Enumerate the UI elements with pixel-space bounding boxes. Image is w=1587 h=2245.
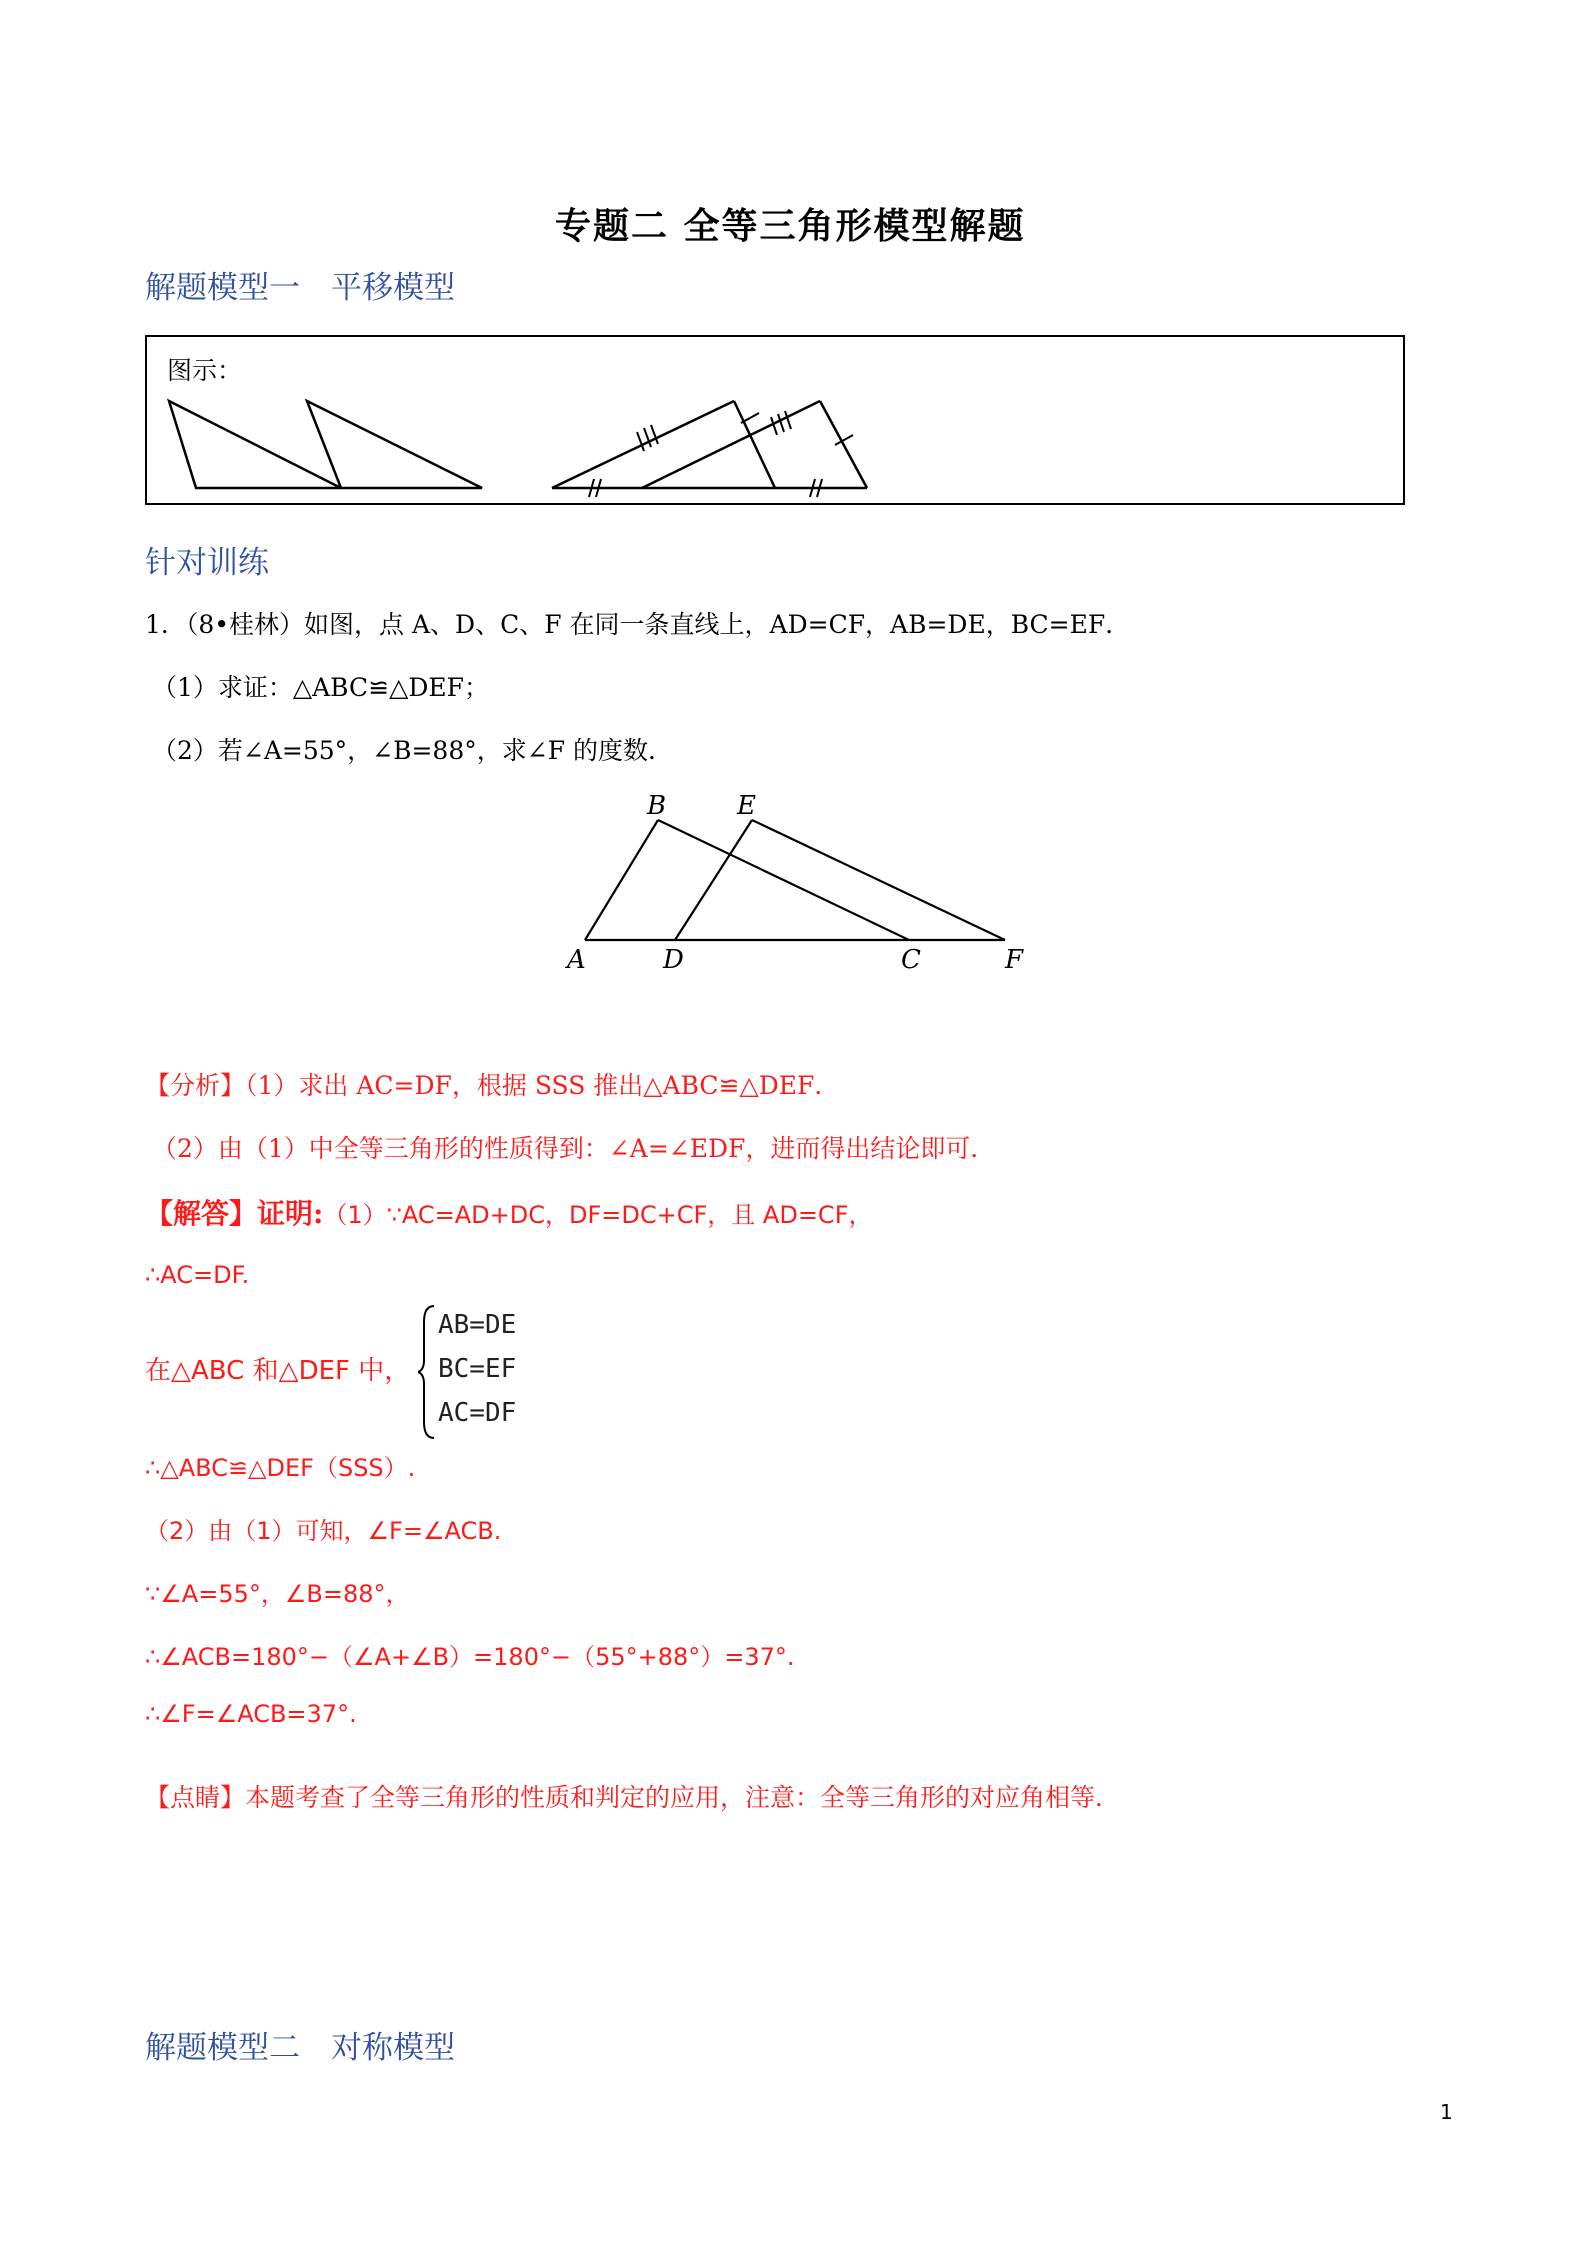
system-eq-1: AB=DE	[438, 1310, 517, 1340]
segment-DE	[675, 820, 752, 940]
answer-line-7: ∴∠ACB=180°−（∠A+∠B）=180°−（55°+88°）=37°.	[145, 1643, 795, 1671]
label-A: A	[567, 945, 586, 972]
section-heading-translation-model: 解题模型一 平移模型	[145, 270, 455, 306]
system-brace	[418, 1302, 438, 1442]
segment-top-mid	[734, 401, 775, 488]
answer-line-1	[145, 1192, 873, 1232]
answer-line-4: ∴△ABC≌△DEF（SSS）.	[145, 1454, 416, 1482]
problem-stem: 1．（8•桂林）如图，点 A、D、C、F 在同一条直线上，AD=CF，AB=DE，BC=EF．	[145, 610, 1131, 639]
segment-left-top	[552, 401, 734, 488]
illustration-label: 图示：	[167, 356, 243, 385]
label-E: E	[737, 791, 756, 821]
triple-tick-right	[771, 411, 791, 435]
page-number: 1	[1440, 2100, 1453, 2124]
section-heading-symmetry-model: 解题模型二 对称模型	[145, 2030, 455, 2066]
answer-line-5: （2）由（1）可知，∠F=∠ACB.	[145, 1517, 502, 1545]
answer-line-3: 在△ABC 和△DEF 中，	[145, 1356, 411, 1386]
analysis-line-1	[145, 1066, 839, 1102]
analysis-tag: 【分析】	[145, 1071, 246, 1100]
translation-model-figure	[147, 337, 1403, 503]
problem-part-2: （2）若∠A=55°，∠B=88°，求∠F 的度数．	[152, 736, 673, 765]
label-C: C	[901, 945, 921, 972]
single-tick-left	[741, 413, 759, 423]
answer-line-2: ∴AC=DF.	[145, 1261, 250, 1289]
segment-BC	[658, 820, 909, 940]
illustration-box	[145, 335, 1405, 505]
segment-inner-top	[642, 401, 820, 488]
segment-EF	[752, 820, 1005, 940]
analysis-line-2: （2）由（1）中全等三角形的性质得到：∠A=∠EDF，进而得出结论即可．	[152, 1134, 996, 1163]
page-title: 专题二 全等三角形模型解题	[555, 205, 1026, 247]
system-eq-2: BC=EF	[438, 1354, 517, 1384]
answer-tag: 【解答】证明:	[145, 1197, 324, 1230]
answer-line-6: ∵∠A=55°，∠B=88°，	[145, 1580, 410, 1608]
problem-figure	[555, 782, 1035, 972]
label-B: B	[647, 791, 667, 821]
comment-line	[145, 1778, 1120, 1814]
segment-right	[820, 401, 867, 488]
left-triangle-2	[307, 401, 482, 488]
comment-tag: 【点睛】	[145, 1783, 246, 1812]
answer-text-1: （1）∵AC=AD+DC，DF=DC+CF，且 AD=CF，	[323, 1201, 873, 1229]
answer-line-8: ∴∠F=∠ACB=37°.	[145, 1700, 357, 1728]
section-heading-practice: 针对训练	[145, 545, 269, 581]
label-D: D	[663, 945, 684, 972]
label-F: F	[1005, 945, 1024, 972]
left-triangle-1	[169, 401, 341, 488]
equation-system	[438, 1303, 516, 1435]
analysis-text: （1）求出 AC=DF，根据 SSS 推出△ABC≌△DEF．	[245, 1071, 840, 1100]
comment-text: 本题考查了全等三角形的性质和判定的应用，注意：全等三角形的对应角相等．	[245, 1783, 1121, 1812]
system-eq-3: AC=DF	[438, 1398, 517, 1428]
problem-part-1: （1）求证：△ABC≌△DEF；	[152, 673, 489, 702]
segment-AB	[585, 820, 658, 940]
